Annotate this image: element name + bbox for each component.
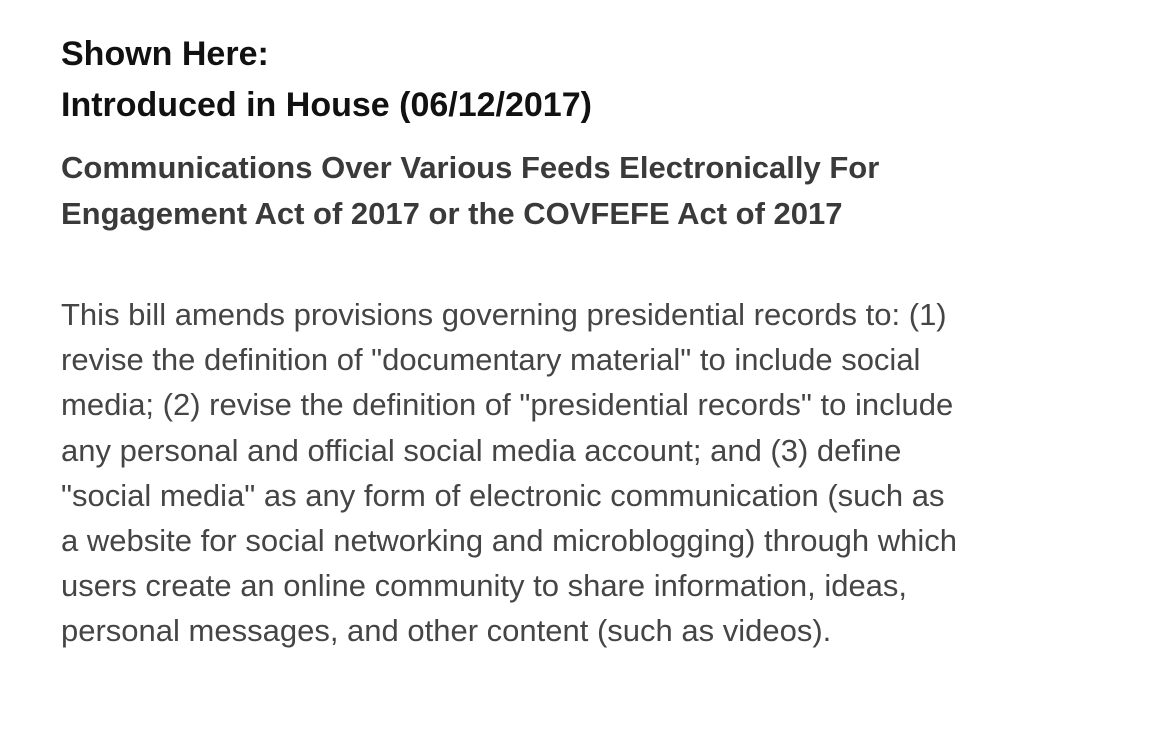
summary-line: "social media" as any form of electronic communication (such as [61,477,945,513]
summary-line: users create an online community to share information, ideas, [61,568,908,604]
bill-title-line: Engagement Act of 2017 or the COVFEFE Act of 2017 [61,196,843,231]
summary-line: personal messages, and other content (such as videos). [61,613,832,649]
shown-here-label: Shown Here: [61,35,269,73]
summary-line: a website for social networking and microblogging) through which [61,523,958,559]
bill-title [61,145,1121,237]
bill-version-heading: Introduced in House (06/12/2017) [61,86,592,124]
summary-line: revise the definition of "documentary material" to include social [61,342,921,378]
bill-title-line: Communications Over Various Feeds Electronically For [61,150,880,185]
bill-summary-text [61,292,1121,654]
summary-line: media; (2) revise the definition of "presidential records" to include [61,387,954,423]
summary-line: This bill amends provisions governing presidential records to: (1) [61,297,947,332]
summary-line: any personal and official social media account; and (3) define [61,432,902,468]
